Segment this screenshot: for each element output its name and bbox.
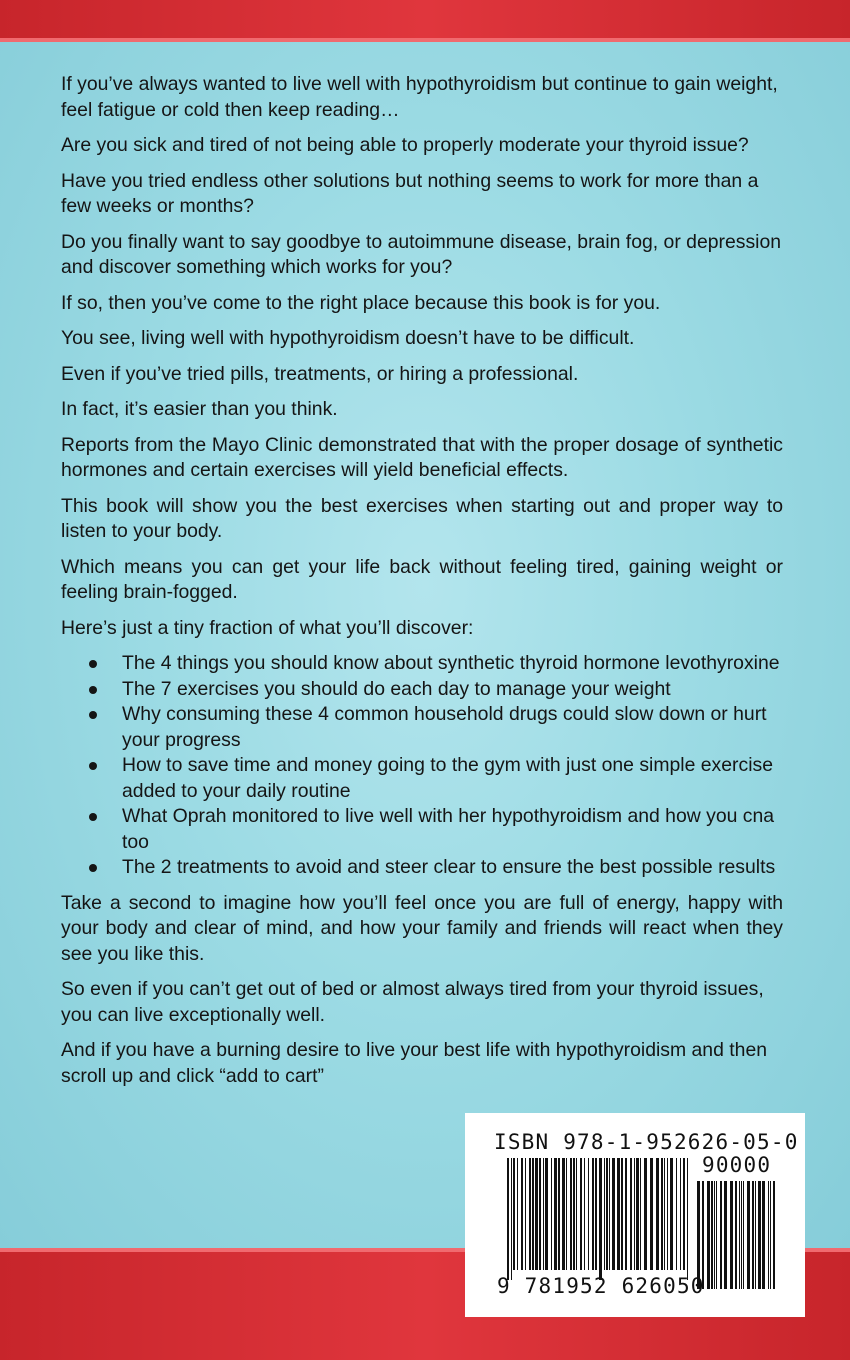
barcode-bar (770, 1181, 771, 1289)
blurb-paragraph: In fact, it’s easier than you think. (61, 398, 338, 420)
barcode-bar (609, 1158, 610, 1270)
barcode-bar (661, 1158, 663, 1270)
blurb-paragraph: If so, then you’ve come to the right place because this book is for you. (61, 291, 661, 314)
barcode-bar (634, 1158, 635, 1270)
barcode-bar (625, 1158, 627, 1270)
blurb-paragraph: Are you sick and tired of not being able to properly moderate your thyroid issue? (61, 134, 749, 156)
barcode-bar (773, 1181, 775, 1289)
barcode-bar (724, 1181, 727, 1289)
back-cover-blurb (61, 72, 783, 1099)
blurb-paragraph: Even if you’ve tried pills, treatments, or hiring a professional. (61, 362, 579, 385)
barcode-bar (739, 1181, 740, 1289)
barcode-bar (566, 1158, 567, 1270)
barcode-bar (714, 1181, 715, 1289)
barcode-bar (676, 1158, 677, 1270)
list-item: Why consuming these 4 common household drugs could slow down or hurt your progress (122, 702, 783, 753)
barcode-bar (599, 1158, 602, 1280)
barcode-bar (532, 1158, 534, 1270)
top-red-band (0, 0, 850, 42)
barcode-bar (545, 1158, 548, 1270)
barcode-bar (711, 1181, 713, 1289)
blurb-paragraph: This book will show you the best exercises when starting out and proper way to listen to your body. (61, 494, 783, 542)
barcode-bar (525, 1158, 526, 1270)
barcode-bar (758, 1181, 761, 1289)
list-item: How to save time and money going to the gym with just one simple exercise added to your daily routine (122, 753, 783, 804)
blurb-paragraph: Which means you can get your life back without feeling tired, gaining weight or feeling brain-fogged. (61, 555, 783, 603)
barcode-bar (650, 1158, 653, 1270)
barcode-bar (735, 1181, 737, 1289)
barcode-bar (562, 1158, 565, 1270)
blurb-paragraph: Take a second to imagine how you’ll feel once you are full of energy, happy with your body and clear of mind, and how your family and friends will react when they see you like this. (61, 891, 783, 965)
barcode-bar (554, 1158, 557, 1270)
barcode-bar (707, 1181, 710, 1289)
barcode-bar (687, 1158, 688, 1280)
barcode-bar (702, 1181, 704, 1289)
barcode-bar (752, 1181, 754, 1289)
list-item: What Oprah monitored to live well with her hypothyroidism and how you cna too (122, 804, 783, 855)
list-item: The 7 exercises you should do each day to manage your weight (122, 677, 783, 703)
bullet-icon (89, 762, 97, 770)
barcode-bar (513, 1158, 515, 1270)
blurb-paragraph: Have you tried endless other solutions but nothing seems to work for more than a few weeks or months? (61, 169, 759, 217)
barcode-bar (521, 1158, 523, 1270)
barcode-bar (543, 1158, 544, 1270)
barcode-bar (656, 1158, 659, 1270)
barcode-bar (636, 1158, 639, 1270)
barcode-bar (595, 1158, 597, 1270)
isbn-label: ISBN 978-1-952626-05-0 (494, 1130, 799, 1154)
barcode-box (465, 1113, 805, 1317)
barcode-bar (573, 1158, 575, 1270)
price-code: 90000 (702, 1153, 772, 1177)
discover-list (61, 651, 783, 881)
barcode-bar (630, 1158, 632, 1270)
barcode-bar (511, 1158, 512, 1280)
list-item: The 2 treatments to avoid and steer clear to ensure the best possible results (122, 855, 783, 881)
barcode-bar (747, 1181, 750, 1289)
barcode-bar (683, 1158, 685, 1270)
addon-barcode (697, 1181, 777, 1289)
blurb-paragraph: Do you finally want to say goodbye to autoimmune disease, brain fog, or depression and discover something which works for you? (61, 230, 782, 278)
barcode-bar (768, 1181, 769, 1289)
barcode-bar (558, 1158, 560, 1270)
bullet-icon (89, 711, 97, 719)
barcode-bar (529, 1158, 531, 1270)
barcode-bar (664, 1158, 665, 1270)
barcode-bar (680, 1158, 681, 1270)
barcode-bar (517, 1158, 518, 1270)
bullet-icon (89, 660, 97, 668)
barcode-bar (755, 1181, 756, 1289)
bullet-icon (89, 864, 97, 872)
barcode-bar (621, 1158, 623, 1270)
barcode-bar (667, 1158, 668, 1270)
barcode-bar (570, 1158, 572, 1270)
barcode-bar (604, 1158, 605, 1270)
barcode-bar (741, 1181, 742, 1289)
barcode-bar (697, 1181, 700, 1289)
blurb-paragraph: If you’ve always wanted to live well with hypothyroidism but continue to gain weight, feel fatigue or cold then keep reading… (61, 73, 778, 121)
blurb-paragraph: And if you have a burning desire to live your best life with hypothyroidism and then scroll up and click “add to cart” (61, 1039, 768, 1087)
barcode-bar (535, 1158, 538, 1270)
barcode-bar (584, 1158, 585, 1270)
barcode-bar (617, 1158, 620, 1270)
barcode-bar (644, 1158, 647, 1270)
barcode-bar (580, 1158, 582, 1270)
barcode-bar (612, 1158, 615, 1270)
blurb-paragraph: So even if you can’t get out of bed or almost always tired from your thyroid issues, you can live exceptionally well. (61, 978, 764, 1026)
barcode-bar (606, 1158, 608, 1270)
barcode-bar (762, 1181, 765, 1289)
barcode-bar (576, 1158, 577, 1270)
barcode-bar (670, 1158, 673, 1270)
barcode-bar (730, 1181, 733, 1289)
barcode-bar (588, 1158, 589, 1270)
barcode-bar (592, 1158, 594, 1270)
bullet-icon (89, 813, 97, 821)
bullet-icon (89, 686, 97, 694)
ean-barcode (507, 1158, 693, 1280)
barcode-bar (743, 1181, 744, 1289)
ean-digits: 9 781952 626050 (497, 1274, 705, 1298)
list-item: The 4 things you should know about synthetic thyroid hormone levothyroxine (122, 651, 783, 677)
barcode-bar (539, 1158, 541, 1270)
blurb-paragraph: You see, living well with hypothyroidism doesn’t have to be difficult. (61, 327, 635, 349)
blurb-paragraph: Reports from the Mayo Clinic demonstrated that with the proper dosage of synthetic hormones and certain exercises will yield beneficial effects. (61, 433, 783, 481)
barcode-bar (720, 1181, 722, 1289)
blurb-paragraph: Here’s just a tiny fraction of what you’ll discover: (61, 616, 474, 639)
barcode-bar (551, 1158, 552, 1270)
barcode-bar (640, 1158, 641, 1270)
barcode-bar (507, 1158, 509, 1280)
barcode-bar (716, 1181, 717, 1289)
